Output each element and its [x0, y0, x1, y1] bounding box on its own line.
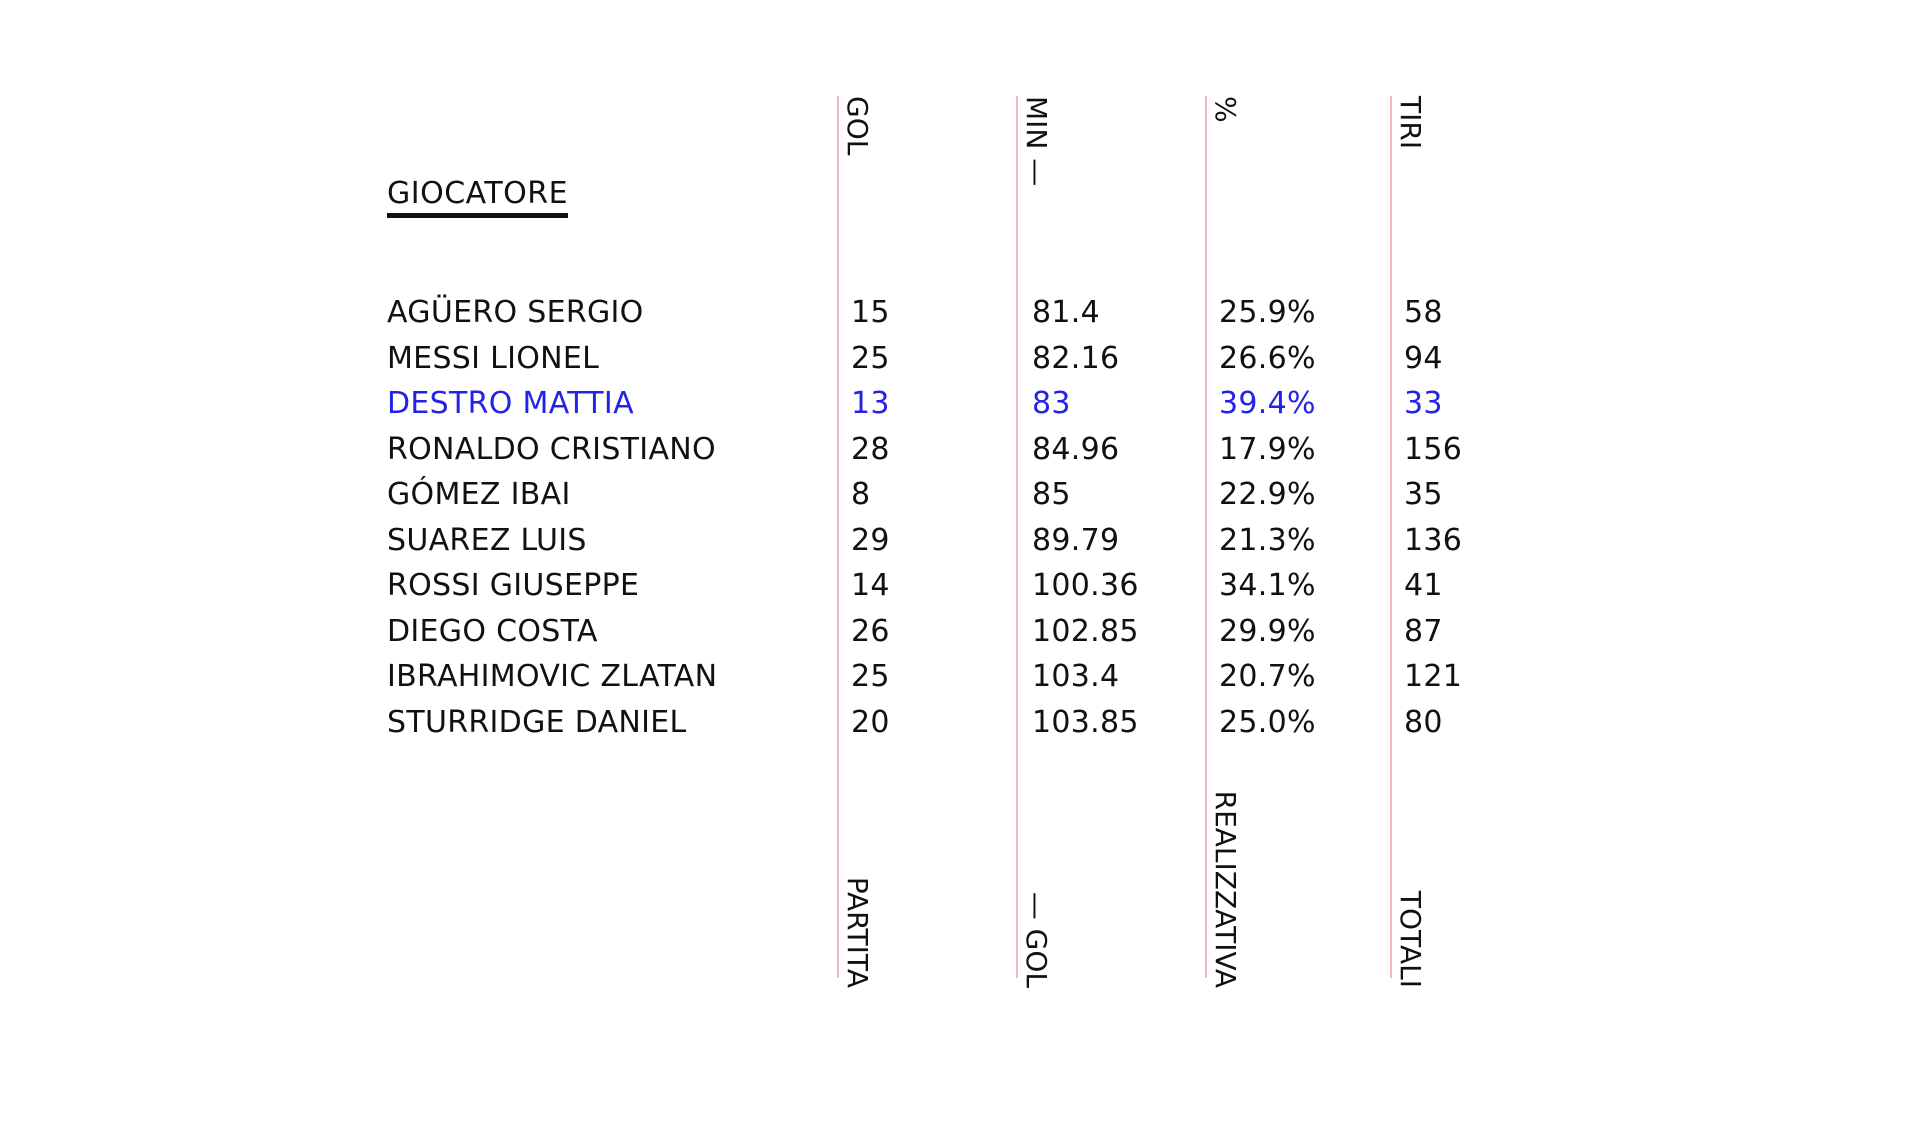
stat-value: 35	[1404, 477, 1443, 512]
stat-value: 156	[1404, 431, 1463, 467]
stat-value: 81.4	[1032, 295, 1100, 330]
stat-value: 20	[851, 704, 890, 740]
stat-value: 83	[1032, 386, 1071, 421]
player-name: STURRIDGE DANIEL	[387, 704, 687, 740]
stat-value: 29.9%	[1219, 613, 1316, 649]
player-name: GÓMEZ IBAI	[387, 477, 571, 512]
stat-value: 26	[851, 613, 890, 649]
stat-value: 15	[851, 295, 890, 330]
column-divider	[837, 96, 839, 978]
stat-value: 26.6%	[1219, 340, 1316, 376]
stat-value: 103.85	[1032, 704, 1139, 740]
stat-value: 89.79	[1032, 522, 1120, 558]
column-bottom-label: PARTITA	[841, 876, 874, 988]
stat-value: 33	[1404, 386, 1443, 421]
stat-value: 14	[851, 568, 890, 603]
stat-value: 13	[851, 386, 890, 421]
stat-value: 17.9%	[1219, 431, 1316, 467]
player-name: SUAREZ LUIS	[387, 522, 587, 558]
stat-value: 34.1%	[1219, 568, 1316, 603]
column-divider	[1016, 96, 1018, 978]
player-name: ROSSI GIUSEPPE	[387, 568, 640, 603]
stat-value: 25	[851, 340, 890, 376]
column-top-label: GOL	[841, 96, 874, 156]
column-divider	[1390, 96, 1392, 978]
player-name: IBRAHIMOVIC ZLATAN	[387, 659, 718, 694]
stat-value: 28	[851, 431, 890, 467]
stat-value: 136	[1404, 522, 1463, 558]
player-column-header: GIOCATORE	[387, 176, 568, 218]
stat-value: 25	[851, 659, 890, 694]
stat-value: 84.96	[1032, 431, 1120, 467]
player-name: DESTRO MATTIA	[387, 386, 634, 421]
column-bottom-label: REALIZZATIVA	[1209, 790, 1242, 988]
stat-value: 20.7%	[1219, 659, 1316, 694]
stat-value: 85	[1032, 477, 1071, 512]
player-name: DIEGO COSTA	[387, 613, 598, 649]
stat-value: 103.4	[1032, 659, 1120, 694]
stat-value: 39.4%	[1219, 386, 1316, 421]
column-bottom-label: — GOL	[1020, 891, 1053, 988]
stat-value: 29	[851, 522, 890, 558]
stat-value: 102.85	[1032, 613, 1139, 649]
column-top-label: TIRI	[1394, 96, 1427, 150]
stat-value: 87	[1404, 613, 1443, 649]
stat-value: 22.9%	[1219, 477, 1316, 512]
stat-value: 25.9%	[1219, 295, 1316, 330]
stat-value: 58	[1404, 295, 1443, 330]
player-name: RONALDO CRISTIANO	[387, 431, 716, 467]
column-top-label: %	[1209, 96, 1242, 123]
column-divider	[1205, 96, 1207, 978]
player-name: MESSI LIONEL	[387, 340, 600, 376]
stat-value: 25.0%	[1219, 704, 1316, 740]
stat-value: 21.3%	[1219, 522, 1316, 558]
stat-value: 41	[1404, 568, 1443, 603]
column-top-label: MIN —	[1020, 96, 1053, 187]
stat-value: 100.36	[1032, 568, 1139, 603]
stat-value: 82.16	[1032, 340, 1120, 376]
stat-value: 94	[1404, 340, 1443, 376]
stat-value: 80	[1404, 704, 1443, 740]
player-name: AGÜERO SERGIO	[387, 295, 644, 330]
column-bottom-label: TOTALI	[1394, 890, 1427, 988]
stat-value: 8	[851, 477, 871, 512]
stat-value: 121	[1404, 659, 1463, 694]
